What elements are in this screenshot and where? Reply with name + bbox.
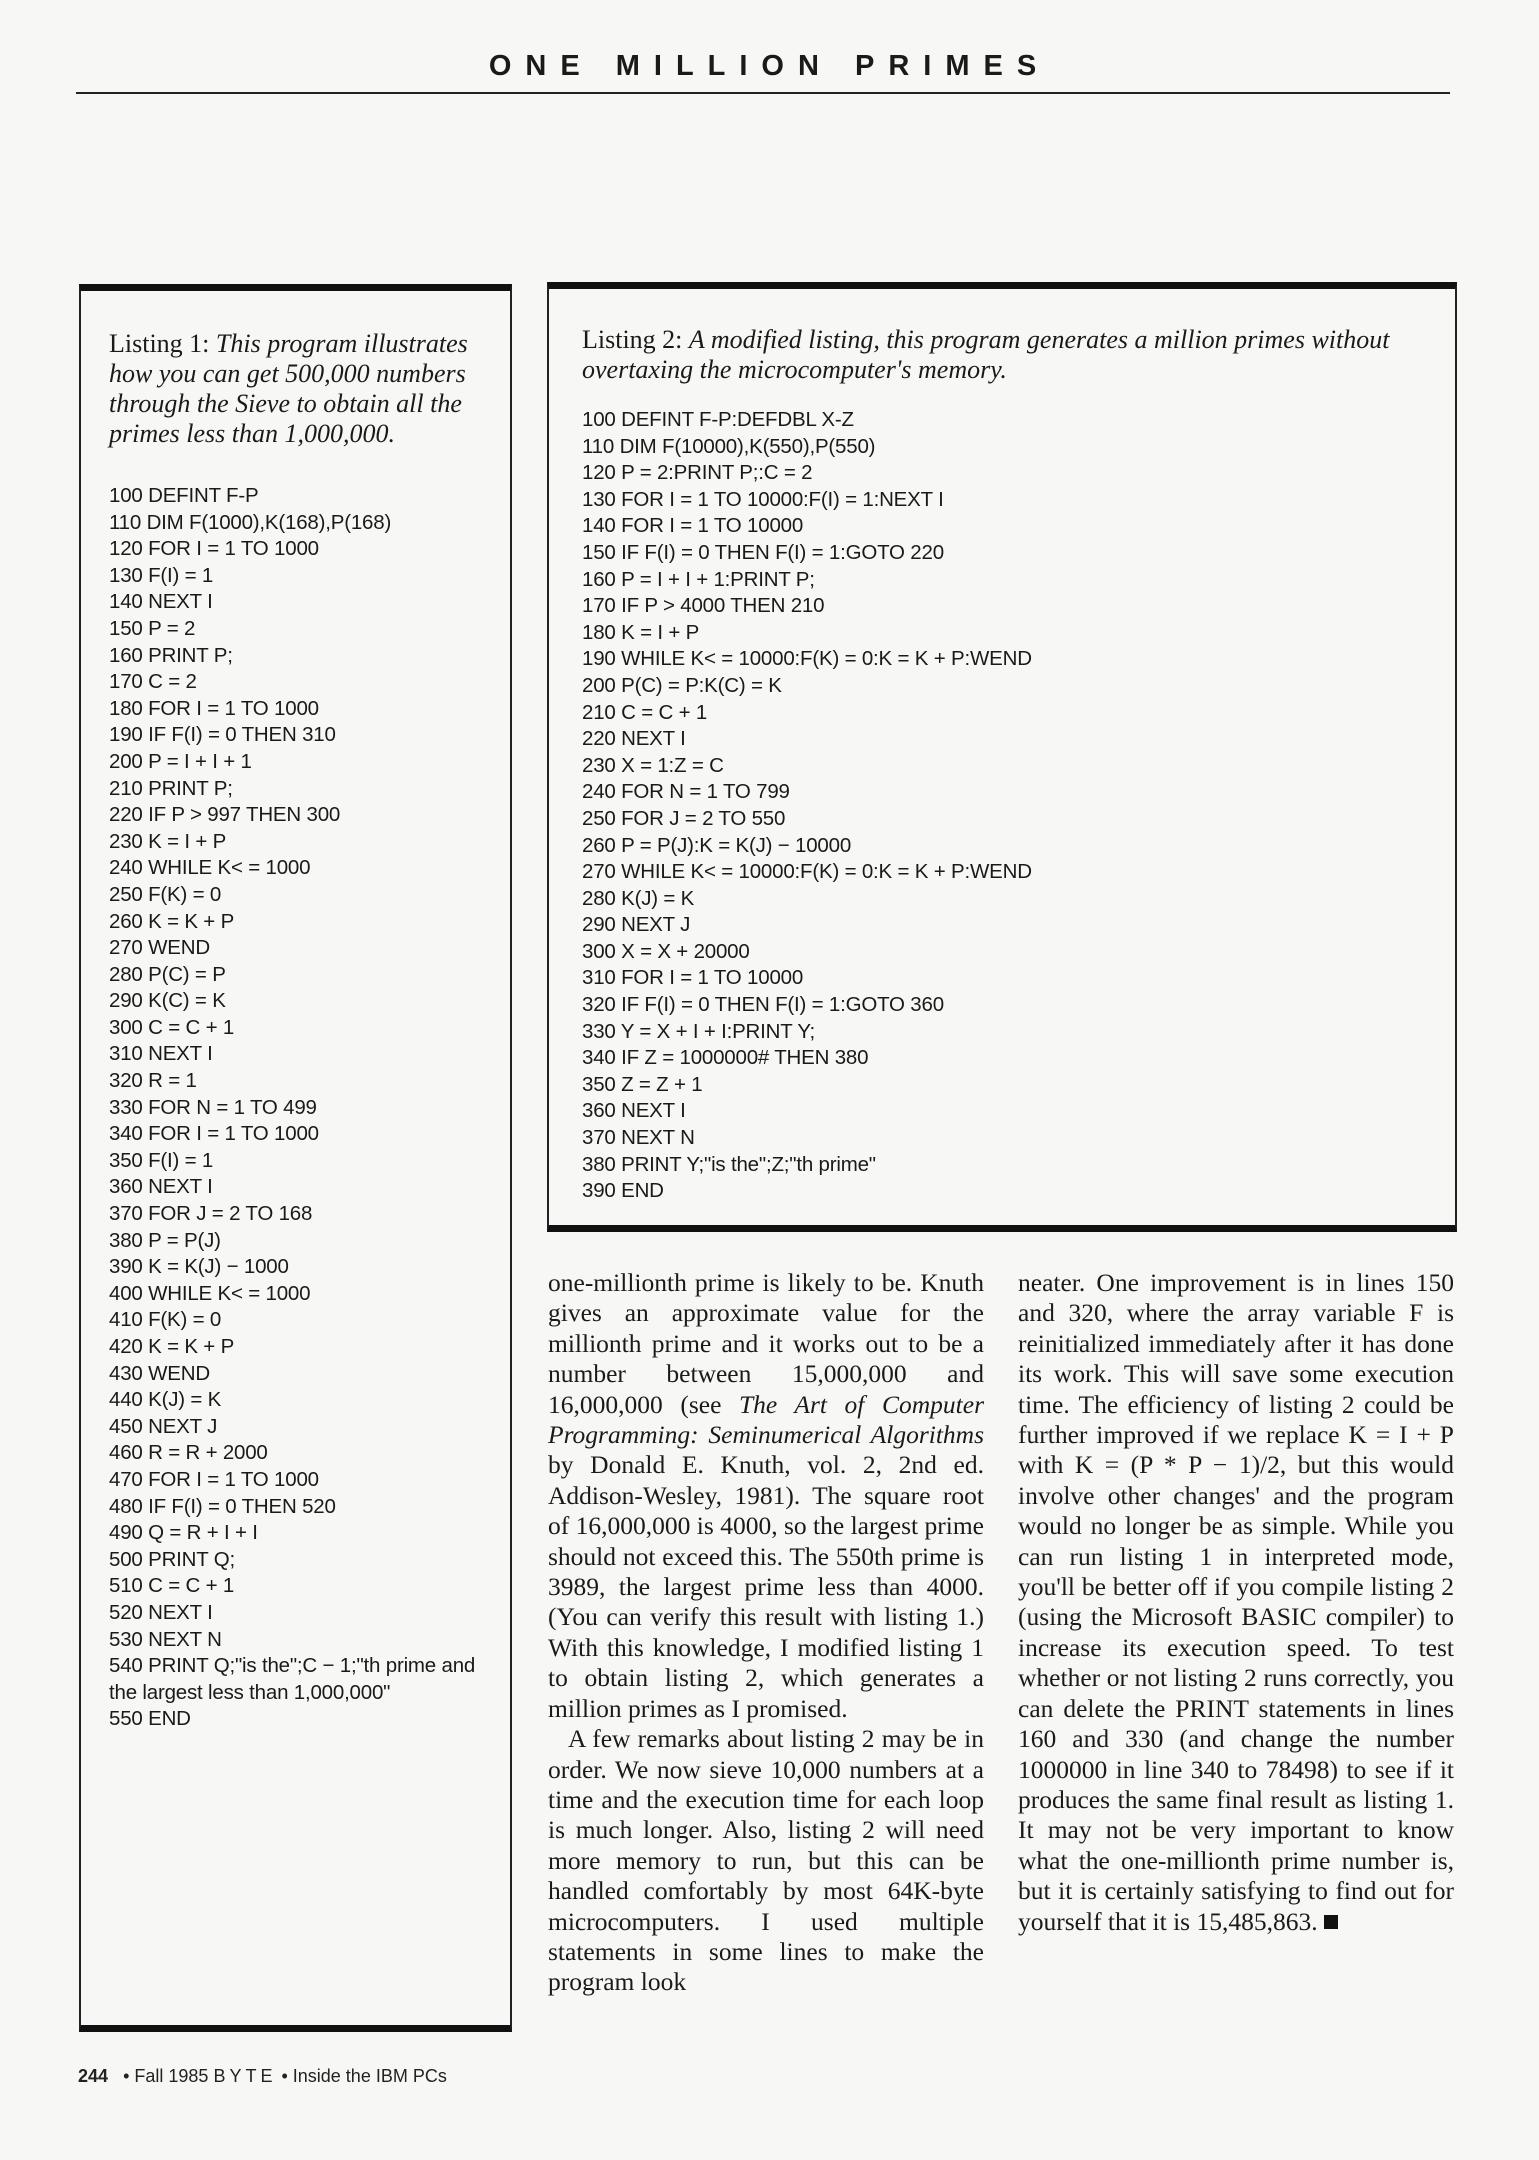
code-line: 410 F(K) = 0 <box>109 1308 222 1332</box>
issue-section: • Inside the IBM PCs <box>281 2066 447 2086</box>
code-line: 300 C = C + 1 <box>109 1015 235 1039</box>
code-line: 140 FOR I = 1 TO 10000 <box>582 514 804 538</box>
code-line: 260 P = P(J):K = K(J) − 10000 <box>582 833 852 857</box>
code-line: 150 IF F(I) = 0 THEN F(I) = 1:GOTO 220 <box>582 540 944 564</box>
listing-1-caption-text: This program illustrates how you can get 500,000 numbers through the Sieve to obtain all the primes less than 1,000,000. <box>109 329 468 448</box>
code-line: 110 DIM F(10000),K(550),P(550) <box>582 434 876 458</box>
code-line: 420 K = K + P <box>109 1335 235 1358</box>
code-line: 220 IF P > 997 THEN 300 <box>109 803 341 827</box>
magazine-name: BYTE <box>213 2066 277 2086</box>
code-line: 520 NEXT I <box>109 1600 213 1624</box>
code-line: 330 FOR N = 1 TO 499 <box>109 1095 317 1119</box>
code-line: 290 K(C) = K <box>109 989 226 1013</box>
code-line: 370 NEXT N <box>582 1126 695 1150</box>
code-line: 390 K = K(J) − 1000 <box>109 1255 289 1279</box>
code-line: 150 P = 2 <box>109 616 196 640</box>
code-line: 100 DEFINT F-P:DEFDBL X-Z <box>582 408 854 431</box>
code-line: 380 PRINT Y;"is the";Z;"th prime" <box>582 1152 876 1176</box>
code-line: 280 K(J) = K <box>582 886 695 910</box>
code-line: 340 IF Z = 1000000# THEN 380 <box>582 1046 869 1070</box>
code-line: 120 FOR I = 1 TO 1000 <box>109 537 319 561</box>
code-line: 400 WHILE K< = 1000 <box>109 1281 311 1305</box>
code-line: 130 F(I) = 1 <box>109 563 214 587</box>
code-line: 350 F(I) = 1 <box>109 1148 214 1172</box>
code-line: 100 DEFINT F-P <box>109 484 259 507</box>
code-line: 360 NEXT I <box>582 1099 686 1123</box>
paragraph-3 <box>1018 1268 1454 1937</box>
code-line: 460 R = R + 2000 <box>109 1441 268 1465</box>
code-line: 240 FOR N = 1 TO 799 <box>582 780 790 804</box>
listing-2-label: Listing 2: <box>582 325 683 354</box>
listing-1-label: Listing 1: <box>109 329 210 358</box>
code-line: 160 P = I + I + 1:PRINT P; <box>582 567 815 591</box>
code-line: 430 WEND <box>109 1361 210 1385</box>
code-line: 540 PRINT Q;"is the";C − 1;"th prime and the largest less than 1,000,000" <box>109 1654 476 1704</box>
code-line: 440 K(J) = K <box>109 1388 222 1412</box>
code-line: 180 FOR I = 1 TO 1000 <box>109 696 319 720</box>
code-line: 120 P = 2:PRINT P;:C = 2 <box>582 461 813 485</box>
listing-2-caption-text: A modified listing, this program generates a million primes without overtaxing the microcomputer's memory. <box>582 325 1390 384</box>
running-head-title: ONE MILLION PRIMES <box>488 50 1051 82</box>
listing-2-code <box>582 407 1435 1205</box>
code-line: 360 NEXT I <box>109 1175 213 1199</box>
code-line: 250 F(K) = 0 <box>109 882 222 906</box>
code-line: 380 P = P(J) <box>109 1228 221 1252</box>
code-line: 130 FOR I = 1 TO 10000:F(I) = 1:NEXT I <box>582 487 944 511</box>
listing-1-box <box>79 284 512 2032</box>
code-line: 480 IF F(I) = 0 THEN 520 <box>109 1494 336 1518</box>
code-line: 240 WHILE K< = 1000 <box>109 856 311 880</box>
body-column-2 <box>1018 1268 1454 1937</box>
code-line: 340 FOR I = 1 TO 1000 <box>109 1122 319 1146</box>
paragraph-1-end: by Donald E. Knuth, vol. 2, 2nd ed. Addison-Wesley, 1981). The square root of 16,000,000 is 4000, so the largest prime should not exceed this. The 550th prime is 3989, the largest prime less than 4000. (You can verify this result with listing 1.) With this knowledge, I modified listing 1 to obtain listing 2, which generates a million primes as I promised. <box>548 1450 984 1723</box>
code-line: 260 K = K + P <box>109 909 235 933</box>
book-title: The Art of Computer Programming: Seminumerical Algorithms <box>548 1389 984 1450</box>
code-line: 190 IF F(I) = 0 THEN 310 <box>109 723 336 747</box>
paragraph-3-text: neater. One improvement is in lines 150 and 320, where the array variable F is reinitialized immediately after it has done its work. This will save some execution time. The efficiency of listing 2 could be further improved if we replace K = I + P with K = (P * P − 1)/2, but this would involve other changes' and the program would no longer be as simple. While you can run listing 1 in interpreted mode, you'll be better off if you compile listing 2 (using the Microsoft BASIC compiler) to increase its execution speed. To test whether or not listing 2 runs correctly, you can delete the PRINT statements in lines 160 and 330 (and change the number 1000000 in line 340 to 78498) to see if it produces the same final result as listing 1. It may not be very important to know what the one-millionth prime number is, but it is certainly satisfying to find out for yourself that it is 15,485,863. <box>1018 1268 1454 1936</box>
code-line: 290 NEXT J <box>582 913 691 937</box>
code-line: 350 Z = Z + 1 <box>582 1072 703 1096</box>
code-line: 210 C = C + 1 <box>582 700 708 724</box>
code-line: 210 PRINT P; <box>109 776 233 800</box>
code-line: 310 NEXT I <box>109 1042 213 1066</box>
code-line: 450 NEXT J <box>109 1414 218 1438</box>
code-line: 270 WEND <box>109 936 210 960</box>
code-line: 190 WHILE K< = 10000:F(K) = 0:K = K + P:WEND <box>582 647 1032 671</box>
paragraph-1-start: one-millionth prime is likely to be. Knuth gives an approximate value for the millionth prime and it works out to be a number between 15,000,000 and 16,000,000 (see <box>548 1268 984 1419</box>
listing-2-caption <box>582 325 1435 385</box>
code-line: 390 END <box>582 1179 664 1203</box>
code-line: 230 K = I + P <box>109 829 227 853</box>
code-line: 170 IF P > 4000 THEN 210 <box>582 594 825 618</box>
code-line: 220 NEXT I <box>582 727 686 751</box>
code-line: 370 FOR J = 2 TO 168 <box>109 1202 313 1226</box>
listing-1-caption <box>109 329 490 449</box>
code-line: 320 IF F(I) = 0 THEN F(I) = 1:GOTO 360 <box>582 993 944 1017</box>
code-line: 320 R = 1 <box>109 1069 197 1093</box>
code-line: 530 NEXT N <box>109 1627 222 1651</box>
code-line: 200 P(C) = P:K(C) = K <box>582 673 782 697</box>
code-line: 510 C = C + 1 <box>109 1574 235 1598</box>
code-line: 110 DIM F(1000),K(168),P(168) <box>109 510 392 534</box>
code-line: 330 Y = X + I + I:PRINT Y; <box>582 1019 815 1043</box>
body-column-1 <box>548 1268 984 1998</box>
code-line: 280 P(C) = P <box>109 962 226 986</box>
code-line: 270 WHILE K< = 10000:F(K) = 0:K = K + P:WEND <box>582 860 1032 884</box>
paragraph-1 <box>548 1268 984 1724</box>
code-line: 230 X = 1:Z = C <box>582 753 724 777</box>
header-rule <box>76 92 1450 94</box>
page-number: 244 <box>78 2066 109 2086</box>
code-line: 250 FOR J = 2 TO 550 <box>582 806 786 830</box>
listing-1-code <box>109 483 490 1733</box>
page-footer <box>78 2066 447 2087</box>
code-line: 180 K = I + P <box>582 620 700 644</box>
paragraph-2: A few remarks about listing 2 may be in order. We now sieve 10,000 numbers at a time and the execution time for each loop is much longer. Also, listing 2 will need more memory to run, but this can be handled comfortably by most 64K-byte microcomputers. I used multiple statements in some lines to make the program look <box>548 1724 984 1997</box>
code-line: 550 END <box>109 1707 191 1731</box>
code-line: 490 Q = R + I + I <box>109 1521 258 1545</box>
code-line: 140 NEXT I <box>109 590 213 614</box>
listing-2-box <box>547 282 1457 1232</box>
end-mark-icon <box>1324 1915 1338 1929</box>
code-line: 470 FOR I = 1 TO 1000 <box>109 1467 319 1491</box>
code-line: 310 FOR I = 1 TO 10000 <box>582 966 804 990</box>
code-line: 170 C = 2 <box>109 670 197 694</box>
code-line: 300 X = X + 20000 <box>582 939 750 963</box>
code-line: 200 P = I + I + 1 <box>109 749 252 773</box>
code-line: 500 PRINT Q; <box>109 1547 235 1571</box>
code-line: 160 PRINT P; <box>109 643 233 667</box>
issue-date: • Fall 1985 <box>123 2066 209 2086</box>
